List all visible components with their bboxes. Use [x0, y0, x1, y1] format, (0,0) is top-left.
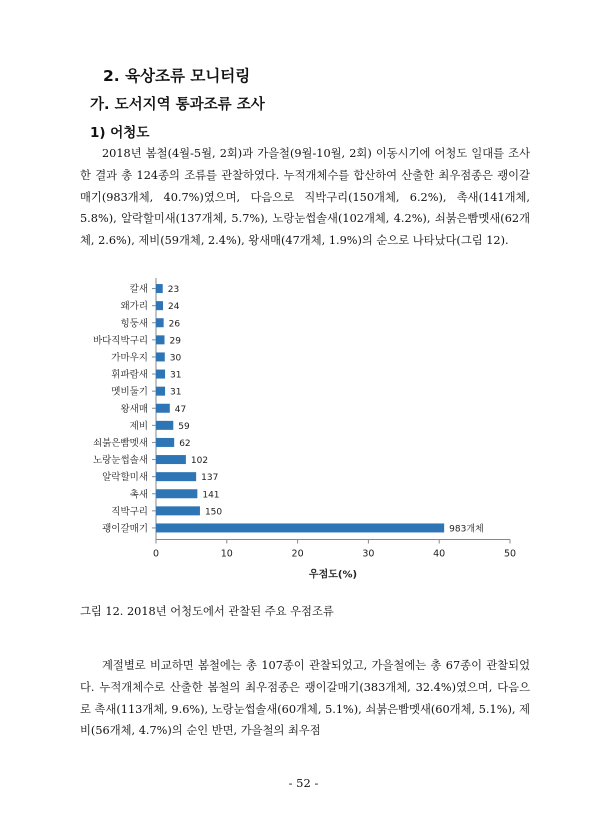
data-label: 31 — [170, 370, 182, 381]
data-label: 23 — [167, 285, 180, 296]
category-label: 멧비둘기 — [111, 386, 148, 398]
data-label: 150 — [204, 507, 223, 518]
category-label: 힝둥새 — [120, 318, 148, 330]
data-label: 29 — [169, 336, 181, 347]
category-label: 휘파람새 — [111, 369, 148, 381]
data-label: 47 — [174, 404, 187, 415]
bar-11 — [156, 472, 196, 481]
x-tick-label: 0 — [152, 548, 160, 560]
x-axis-title: 우점도(%) — [308, 569, 358, 581]
bar-12 — [156, 489, 197, 498]
category-label: 괭이갈매기 — [102, 523, 148, 535]
bar-8 — [156, 421, 173, 430]
category-label: 가마우지 — [111, 352, 148, 364]
subsection-heading: 가. 도서지역 통과조류 조사 — [90, 97, 265, 113]
bar-9 — [156, 438, 174, 447]
category-label: 칼새 — [129, 284, 148, 296]
bar-0 — [156, 284, 163, 293]
data-label: 30 — [169, 353, 182, 364]
bar-14 — [156, 523, 444, 532]
x-tick-label: 30 — [362, 548, 375, 560]
data-label: 26 — [168, 319, 181, 330]
category-label: 제비 — [129, 420, 148, 432]
bar-5 — [156, 370, 165, 379]
category-label: 알락할미새 — [102, 472, 148, 484]
data-label: 102 — [190, 456, 209, 467]
data-label: 24 — [168, 302, 180, 313]
category-label: 왜가리 — [120, 301, 148, 313]
figure-caption: 그림 12. 2018년 어청도에서 관찰된 주요 우점조류 — [80, 605, 334, 618]
dominance-bar-chart — [80, 270, 530, 590]
data-label: 141 — [202, 490, 220, 501]
bar-4 — [156, 352, 165, 361]
x-tick-label: 50 — [503, 548, 517, 560]
category-label: 바다직박구리 — [92, 335, 148, 347]
bar-7 — [156, 404, 170, 413]
x-tick-label: 40 — [433, 548, 446, 560]
category-label: 직박구리 — [111, 506, 148, 518]
x-tick-label: 20 — [291, 548, 304, 560]
data-label: 59 — [178, 421, 190, 432]
category-label: 쇠붉은빰멧새 — [92, 437, 148, 449]
paragraph-survey-summary: 2018년 봄철(4월-5월, 2회)과 가을철(9월-10월, 2회) 이동시기에 어청도 일대를 조사한 결과 총 124종의 조류를 관찰하였다. 누적개체수를 합산하여 산출한 최우점종은 괭이갈매기(983개체, 40.7%)였으며, 다음으로 직박구리(150개체, 6.2%), 촉새(141개체, 5.8%), 알락할미새(137개체, 5.7%), 노랑눈썹솔새(102개체, 4.2%), 쇠붉은빰멧새(62개체, 2.6%), 제비(59개체, 2.4%), 왕새매(47개체, 1.9%)의 순으로 나타났다(그림 12). — [80, 147, 530, 248]
sub-subsection-heading: 1) 어청도 — [90, 125, 150, 141]
section-heading: 2. 육상조류 모니터링 — [103, 67, 251, 85]
bar-10 — [156, 455, 186, 464]
data-label: 62 — [179, 438, 191, 449]
bar-3 — [156, 335, 164, 344]
page-number: - 52 - — [288, 776, 319, 790]
paragraph-seasonal-comparison: 계절별로 비교하면 봄철에는 총 107종이 관찰되었고, 가을철에는 총 67종이 관찰되었다. 누적개체수로 산출한 봄철의 최우점종은 괭이갈매기(383개체, 32.4%)였으며, 다음으로 촉새(113개체, 9.6%), 노랑눈썹솔새(60개체, 5.1%), 쇠붉은빰멧새(60개체, 5.1%), 제비(56개체, 4.7%)의 순인 반면, 가을철의 최우점 — [80, 659, 530, 738]
category-label: 촉새 — [129, 489, 148, 501]
category-label: 노랑눈썹솔새 — [92, 455, 148, 467]
data-label: 31 — [170, 387, 182, 398]
data-label: 983개체 — [449, 524, 484, 535]
x-tick-label: 10 — [220, 548, 233, 560]
category-label: 왕새매 — [120, 403, 148, 415]
data-label: 137 — [201, 473, 219, 484]
bar-1 — [156, 301, 163, 310]
bar-13 — [156, 506, 200, 515]
bar-6 — [156, 387, 165, 396]
bar-2 — [156, 318, 164, 327]
